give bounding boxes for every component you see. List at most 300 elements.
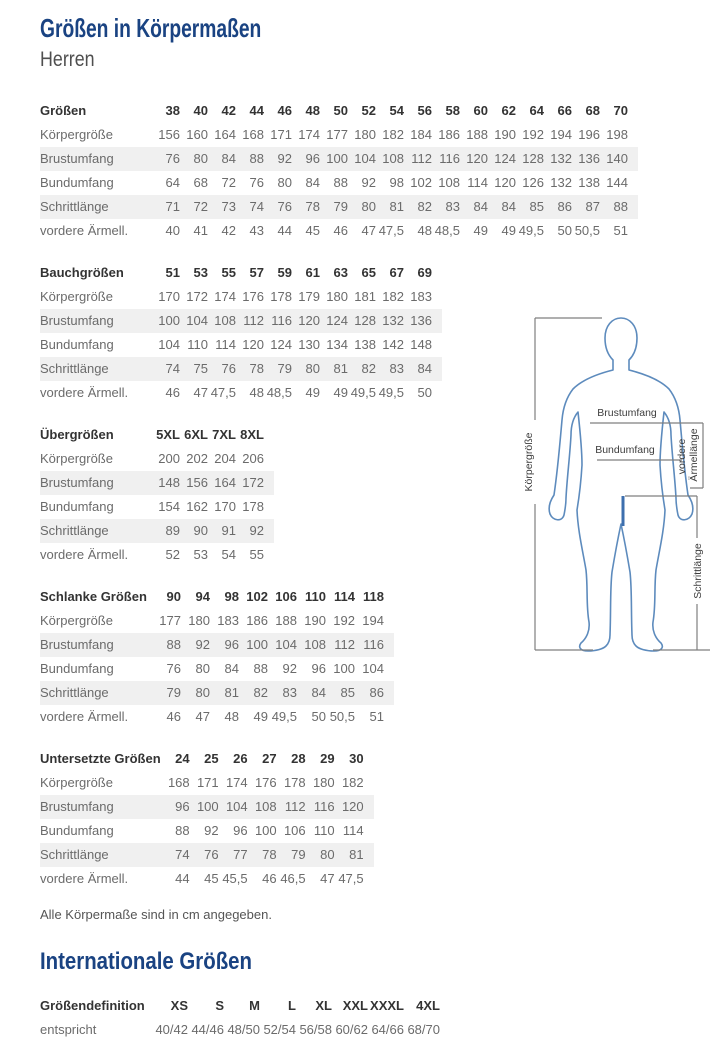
value-cell: 148 <box>410 337 432 353</box>
value-cell: 96 <box>175 799 190 815</box>
value-cell: 54 <box>221 547 236 563</box>
value-cell: 104 <box>275 637 297 653</box>
value-cell: 80 <box>193 151 208 167</box>
measurement-lines <box>535 318 710 650</box>
value-cell: 48,5 <box>266 385 292 401</box>
value-cell: 176 <box>254 775 277 791</box>
table-row <box>40 333 442 357</box>
size-table <box>40 585 394 729</box>
value-cell: 50 <box>417 385 432 401</box>
size-table <box>40 261 442 405</box>
value-cell: 108 <box>382 151 404 167</box>
value-cell: 204 <box>214 451 236 467</box>
value-cell: 73 <box>221 199 236 215</box>
table-row <box>40 657 394 681</box>
value-cell: 116 <box>313 799 335 815</box>
value-cell: 179 <box>298 289 320 305</box>
table-row <box>40 447 274 471</box>
row-label: Untersetzte Größen <box>40 751 161 767</box>
value-cell: 88 <box>175 823 190 839</box>
value-cell: 186 <box>438 127 460 143</box>
row-label: Körpergröße <box>40 775 113 791</box>
value-cell: 79 <box>291 847 306 863</box>
value-cell: 96 <box>233 823 248 839</box>
value-cell: 104 <box>225 799 248 815</box>
value-cell: 96 <box>305 151 320 167</box>
value-cell: 61 <box>305 265 320 281</box>
value-cell: 178 <box>242 499 264 515</box>
value-cell: 100 <box>246 637 268 653</box>
value-cell: 171 <box>270 127 292 143</box>
value-cell: 81 <box>333 361 348 377</box>
value-cell: 70 <box>613 103 628 119</box>
value-cell: 64 <box>165 175 180 191</box>
value-cell: 54 <box>389 103 404 119</box>
value-cell: 49,5 <box>378 385 404 401</box>
value-cell: 116 <box>363 637 384 653</box>
value-cell: 86 <box>557 199 572 215</box>
value-cell: 40/42 <box>155 1022 188 1038</box>
value-cell: 80 <box>361 199 376 215</box>
value-cell: 82 <box>417 199 432 215</box>
value-cell: 48 <box>249 385 264 401</box>
value-cell: 206 <box>242 451 264 467</box>
value-cell: 128 <box>522 151 544 167</box>
value-cell: 64/66 <box>371 1022 404 1038</box>
value-cell: 162 <box>186 499 208 515</box>
value-cell: 45,5 <box>222 871 248 887</box>
value-cell: 80 <box>195 685 210 701</box>
value-cell: 174 <box>225 775 248 791</box>
value-cell: 44 <box>249 103 264 119</box>
value-cell: 170 <box>214 499 236 515</box>
table-row <box>40 867 374 891</box>
value-cell: 47 <box>193 385 208 401</box>
height-label: Körpergröße <box>523 432 535 492</box>
value-cell: 41 <box>193 223 208 239</box>
value-cell: 4XL <box>416 998 440 1014</box>
value-cell: 63 <box>333 265 348 281</box>
table-row <box>40 1018 450 1042</box>
value-cell: 51 <box>613 223 628 239</box>
table-row <box>40 285 442 309</box>
value-cell: 49 <box>305 385 320 401</box>
value-cell: 71 <box>165 199 180 215</box>
value-cell: 194 <box>362 613 384 629</box>
measurement-diagram <box>505 300 720 660</box>
value-cell: 104 <box>158 337 180 353</box>
value-cell: 46,5 <box>280 871 306 887</box>
value-cell: 50 <box>557 223 572 239</box>
size-table <box>40 994 450 1042</box>
value-cell: 49,5 <box>271 709 297 725</box>
row-label: Größen <box>40 103 87 119</box>
row-label: Körpergröße <box>40 127 113 143</box>
value-cell: 72 <box>221 175 236 191</box>
row-label: Größendefinition <box>40 998 145 1014</box>
size-table <box>40 747 374 891</box>
value-cell: 100 <box>254 823 277 839</box>
value-cell: 183 <box>217 613 239 629</box>
value-cell: 138 <box>578 175 600 191</box>
value-cell: 180 <box>354 127 376 143</box>
value-cell: 26 <box>233 751 248 767</box>
value-cell: XS <box>170 998 188 1014</box>
value-cell: 81 <box>349 847 364 863</box>
value-cell: 164 <box>214 127 236 143</box>
value-cell: 100 <box>158 313 180 329</box>
value-cell: 160 <box>186 127 208 143</box>
value-cell: 98 <box>389 175 404 191</box>
value-cell: 120 <box>466 151 488 167</box>
value-cell: 53 <box>193 265 208 281</box>
value-cell: 45 <box>305 223 320 239</box>
value-cell: 56/58 <box>299 1022 332 1038</box>
value-cell: 47,5 <box>378 223 404 239</box>
table-row <box>40 609 394 633</box>
value-cell: 106 <box>275 589 297 605</box>
value-cell: M <box>249 998 260 1014</box>
row-label: Schrittlänge <box>40 685 109 701</box>
page-title: Größen in Körpermaßen <box>40 13 262 43</box>
value-cell: 47 <box>320 871 335 887</box>
value-cell: 120 <box>494 175 516 191</box>
value-cell: 83 <box>389 361 404 377</box>
row-label: Bundumfang <box>40 823 114 839</box>
value-cell: 49,5 <box>518 223 544 239</box>
value-cell: 100 <box>196 799 219 815</box>
value-cell: 46 <box>333 223 348 239</box>
value-cell: 52/54 <box>263 1022 296 1038</box>
value-cell: 65 <box>361 265 376 281</box>
sleeve-label: vordere Ärmellänge <box>676 428 700 482</box>
value-cell: 47,5 <box>210 385 236 401</box>
value-cell: 102 <box>246 589 268 605</box>
value-cell: 76 <box>221 361 236 377</box>
value-cell: 60/62 <box>335 1022 368 1038</box>
value-cell: 92 <box>282 661 297 677</box>
page-subtitle: Herren <box>40 47 95 71</box>
value-cell: 44 <box>175 871 190 887</box>
value-cell: 49 <box>253 709 268 725</box>
table-header-row <box>40 585 394 609</box>
value-cell: 112 <box>411 151 432 167</box>
value-cell: 114 <box>334 589 355 605</box>
size-table-international <box>40 994 720 1042</box>
value-cell: 46 <box>166 709 181 725</box>
size-table <box>40 99 638 243</box>
row-label: Brustumfang <box>40 475 114 491</box>
value-cell: 67 <box>389 265 404 281</box>
body-measurement-figure <box>505 300 720 660</box>
value-cell: 142 <box>382 337 404 353</box>
table-row <box>40 843 374 867</box>
value-cell: 108 <box>254 799 277 815</box>
value-cell: 49 <box>473 223 488 239</box>
value-cell: XXL <box>342 998 368 1014</box>
value-cell: 79 <box>333 199 348 215</box>
table-row <box>40 309 442 333</box>
value-cell: 50,5 <box>329 709 355 725</box>
row-label: entspricht <box>40 1022 97 1038</box>
row-label: Schrittlänge <box>40 847 109 863</box>
value-cell: 25 <box>204 751 219 767</box>
row-label: Körpergröße <box>40 289 113 305</box>
value-cell: 42 <box>221 103 236 119</box>
value-cell: 144 <box>606 175 628 191</box>
value-cell: 80 <box>305 361 320 377</box>
row-label: Schrittlänge <box>40 361 109 377</box>
value-cell: 104 <box>354 151 376 167</box>
chest-label: Brustumfang <box>597 407 657 419</box>
value-cell: 84 <box>501 199 516 215</box>
value-cell: 181 <box>354 289 376 305</box>
row-label: Brustumfang <box>40 151 114 167</box>
value-cell: 88 <box>613 199 628 215</box>
value-cell: 168 <box>242 127 264 143</box>
value-cell: 80 <box>195 661 210 677</box>
value-cell: 156 <box>158 127 180 143</box>
value-cell: 177 <box>159 613 181 629</box>
row-label: Schrittlänge <box>40 523 109 539</box>
value-cell: 48 <box>305 103 320 119</box>
value-cell: 92 <box>249 523 264 539</box>
value-cell: 174 <box>298 127 320 143</box>
value-cell: 46 <box>262 871 277 887</box>
value-cell: 27 <box>262 751 277 767</box>
table-row <box>40 219 638 243</box>
value-cell: 84 <box>305 175 320 191</box>
row-label: Brustumfang <box>40 637 114 653</box>
male-figure-outline <box>549 318 693 651</box>
value-cell: 84 <box>224 661 239 677</box>
value-cell: 47 <box>361 223 376 239</box>
value-cell: 100 <box>333 661 355 677</box>
value-cell: 183 <box>410 289 432 305</box>
value-cell: 81 <box>389 199 404 215</box>
value-cell: 84 <box>473 199 488 215</box>
table-header-row <box>40 423 274 447</box>
row-label: Körpergröße <box>40 613 113 629</box>
value-cell: 182 <box>341 775 364 791</box>
value-cell: 92 <box>195 637 210 653</box>
row-label: Brustumfang <box>40 313 114 329</box>
value-cell: 180 <box>188 613 210 629</box>
value-cell: 55 <box>221 265 236 281</box>
table-row <box>40 171 638 195</box>
value-cell: 82 <box>253 685 268 701</box>
value-cell: 43 <box>249 223 264 239</box>
value-cell: 84 <box>311 685 326 701</box>
size-table-untersetzte <box>40 747 720 891</box>
value-cell: 104 <box>186 313 208 329</box>
inseam-label: Schrittlänge <box>692 543 704 599</box>
value-cell: 102 <box>410 175 432 191</box>
value-cell: 192 <box>522 127 544 143</box>
value-cell: 126 <box>522 175 544 191</box>
value-cell: 76 <box>165 151 180 167</box>
value-cell: 188 <box>275 613 297 629</box>
value-cell: 177 <box>326 127 348 143</box>
value-cell: 72 <box>193 199 208 215</box>
value-cell: 118 <box>363 589 384 605</box>
value-cell: 88 <box>253 661 268 677</box>
value-cell: 47 <box>195 709 210 725</box>
value-cell: 180 <box>326 289 348 305</box>
value-cell: 168 <box>167 775 190 791</box>
value-cell: 74 <box>175 847 190 863</box>
value-cell: 90 <box>193 523 208 539</box>
value-cell: 156 <box>186 475 208 491</box>
value-cell: 130 <box>298 337 320 353</box>
value-cell: 172 <box>186 289 208 305</box>
value-cell: 8XL <box>240 427 264 443</box>
value-cell: 24 <box>175 751 190 767</box>
value-cell: 176 <box>242 289 264 305</box>
value-cell: 194 <box>550 127 572 143</box>
value-cell: 60 <box>473 103 488 119</box>
value-cell: 91 <box>221 523 236 539</box>
value-cell: 110 <box>305 589 326 605</box>
value-cell: 89 <box>165 523 180 539</box>
table-row <box>40 471 274 495</box>
value-cell: 170 <box>158 289 180 305</box>
value-cell: 46 <box>165 385 180 401</box>
value-cell: 5XL <box>156 427 180 443</box>
value-cell: 78 <box>305 199 320 215</box>
table-row <box>40 195 638 219</box>
value-cell: 66 <box>557 103 572 119</box>
value-cell: 92 <box>204 823 219 839</box>
value-cell: 74 <box>249 199 264 215</box>
value-cell: 29 <box>320 751 335 767</box>
value-cell: 92 <box>277 151 292 167</box>
value-cell: 47,5 <box>338 871 364 887</box>
table-row <box>40 357 442 381</box>
units-note: Alle Körpermaße sind in cm angegeben. <box>40 906 272 922</box>
value-cell: 49 <box>333 385 348 401</box>
value-cell: 7XL <box>212 427 236 443</box>
value-cell: 6XL <box>184 427 208 443</box>
value-cell: 48 <box>224 709 239 725</box>
value-cell: 69 <box>417 265 432 281</box>
value-cell: 57 <box>249 265 264 281</box>
value-cell: 38 <box>165 103 180 119</box>
value-cell: 56 <box>417 103 432 119</box>
value-cell: 202 <box>186 451 208 467</box>
row-label: vordere Ärmell. <box>40 871 129 887</box>
value-cell: 110 <box>187 337 208 353</box>
table-row <box>40 123 638 147</box>
value-cell: 68 <box>585 103 600 119</box>
row-label: vordere Ärmell. <box>40 547 129 563</box>
value-cell: 108 <box>438 175 460 191</box>
value-cell: 52 <box>361 103 376 119</box>
value-cell: 112 <box>334 637 355 653</box>
value-cell: 76 <box>277 199 292 215</box>
value-cell: 42 <box>221 223 236 239</box>
value-cell: 40 <box>193 103 208 119</box>
value-cell: 48 <box>417 223 432 239</box>
value-cell: 55 <box>249 547 264 563</box>
value-cell: 124 <box>270 337 292 353</box>
value-cell: 88 <box>166 637 181 653</box>
value-cell: 96 <box>224 637 239 653</box>
table-row <box>40 795 374 819</box>
value-cell: 76 <box>204 847 219 863</box>
value-cell: 108 <box>304 637 326 653</box>
value-cell: 50,5 <box>574 223 600 239</box>
value-cell: 78 <box>262 847 277 863</box>
value-cell: L <box>288 998 296 1014</box>
row-label: Bundumfang <box>40 337 114 353</box>
value-cell: 50 <box>311 709 326 725</box>
value-cell: 174 <box>214 289 236 305</box>
value-cell: 196 <box>578 127 600 143</box>
value-cell: 188 <box>466 127 488 143</box>
value-cell: 51 <box>165 265 180 281</box>
value-cell: 76 <box>166 661 181 677</box>
table-header-row <box>40 261 442 285</box>
value-cell: 154 <box>158 499 180 515</box>
table-row <box>40 633 394 657</box>
value-cell: 53 <box>193 547 208 563</box>
row-label: Bundumfang <box>40 499 114 515</box>
table-row <box>40 381 442 405</box>
row-label: vordere Ärmell. <box>40 385 129 401</box>
value-cell: 88 <box>333 175 348 191</box>
table-row <box>40 705 394 729</box>
table-header-row <box>40 99 638 123</box>
value-cell: 110 <box>313 823 335 839</box>
value-cell: 64 <box>529 103 544 119</box>
value-cell: 106 <box>283 823 306 839</box>
value-cell: 48/50 <box>227 1022 260 1038</box>
value-cell: 74 <box>165 361 180 377</box>
value-cell: 148 <box>158 475 180 491</box>
row-label: vordere Ärmell. <box>40 709 129 725</box>
value-cell: 132 <box>550 175 572 191</box>
male-figure <box>549 318 693 651</box>
value-cell: 90 <box>166 589 181 605</box>
value-cell: 80 <box>277 175 292 191</box>
value-cell: 172 <box>242 475 264 491</box>
value-cell: 30 <box>349 751 364 767</box>
value-cell: 46 <box>277 103 292 119</box>
value-cell: 44/46 <box>191 1022 224 1038</box>
value-cell: 75 <box>193 361 208 377</box>
value-cell: 79 <box>277 361 292 377</box>
value-cell: 59 <box>277 265 292 281</box>
waist-label: Bundumfang <box>595 444 655 456</box>
value-cell: 164 <box>214 475 236 491</box>
value-cell: 96 <box>311 661 326 677</box>
value-cell: 138 <box>354 337 376 353</box>
value-cell: 114 <box>342 823 364 839</box>
value-cell: 120 <box>298 313 320 329</box>
table-row <box>40 543 274 567</box>
value-cell: 132 <box>382 313 404 329</box>
value-cell: 83 <box>445 199 460 215</box>
value-cell: 132 <box>550 151 572 167</box>
table-row <box>40 519 274 543</box>
value-cell: 76 <box>249 175 264 191</box>
value-cell: 80 <box>320 847 335 863</box>
value-cell: 83 <box>282 685 297 701</box>
value-cell: 128 <box>354 313 376 329</box>
value-cell: 136 <box>410 313 432 329</box>
value-cell: XL <box>315 998 332 1014</box>
